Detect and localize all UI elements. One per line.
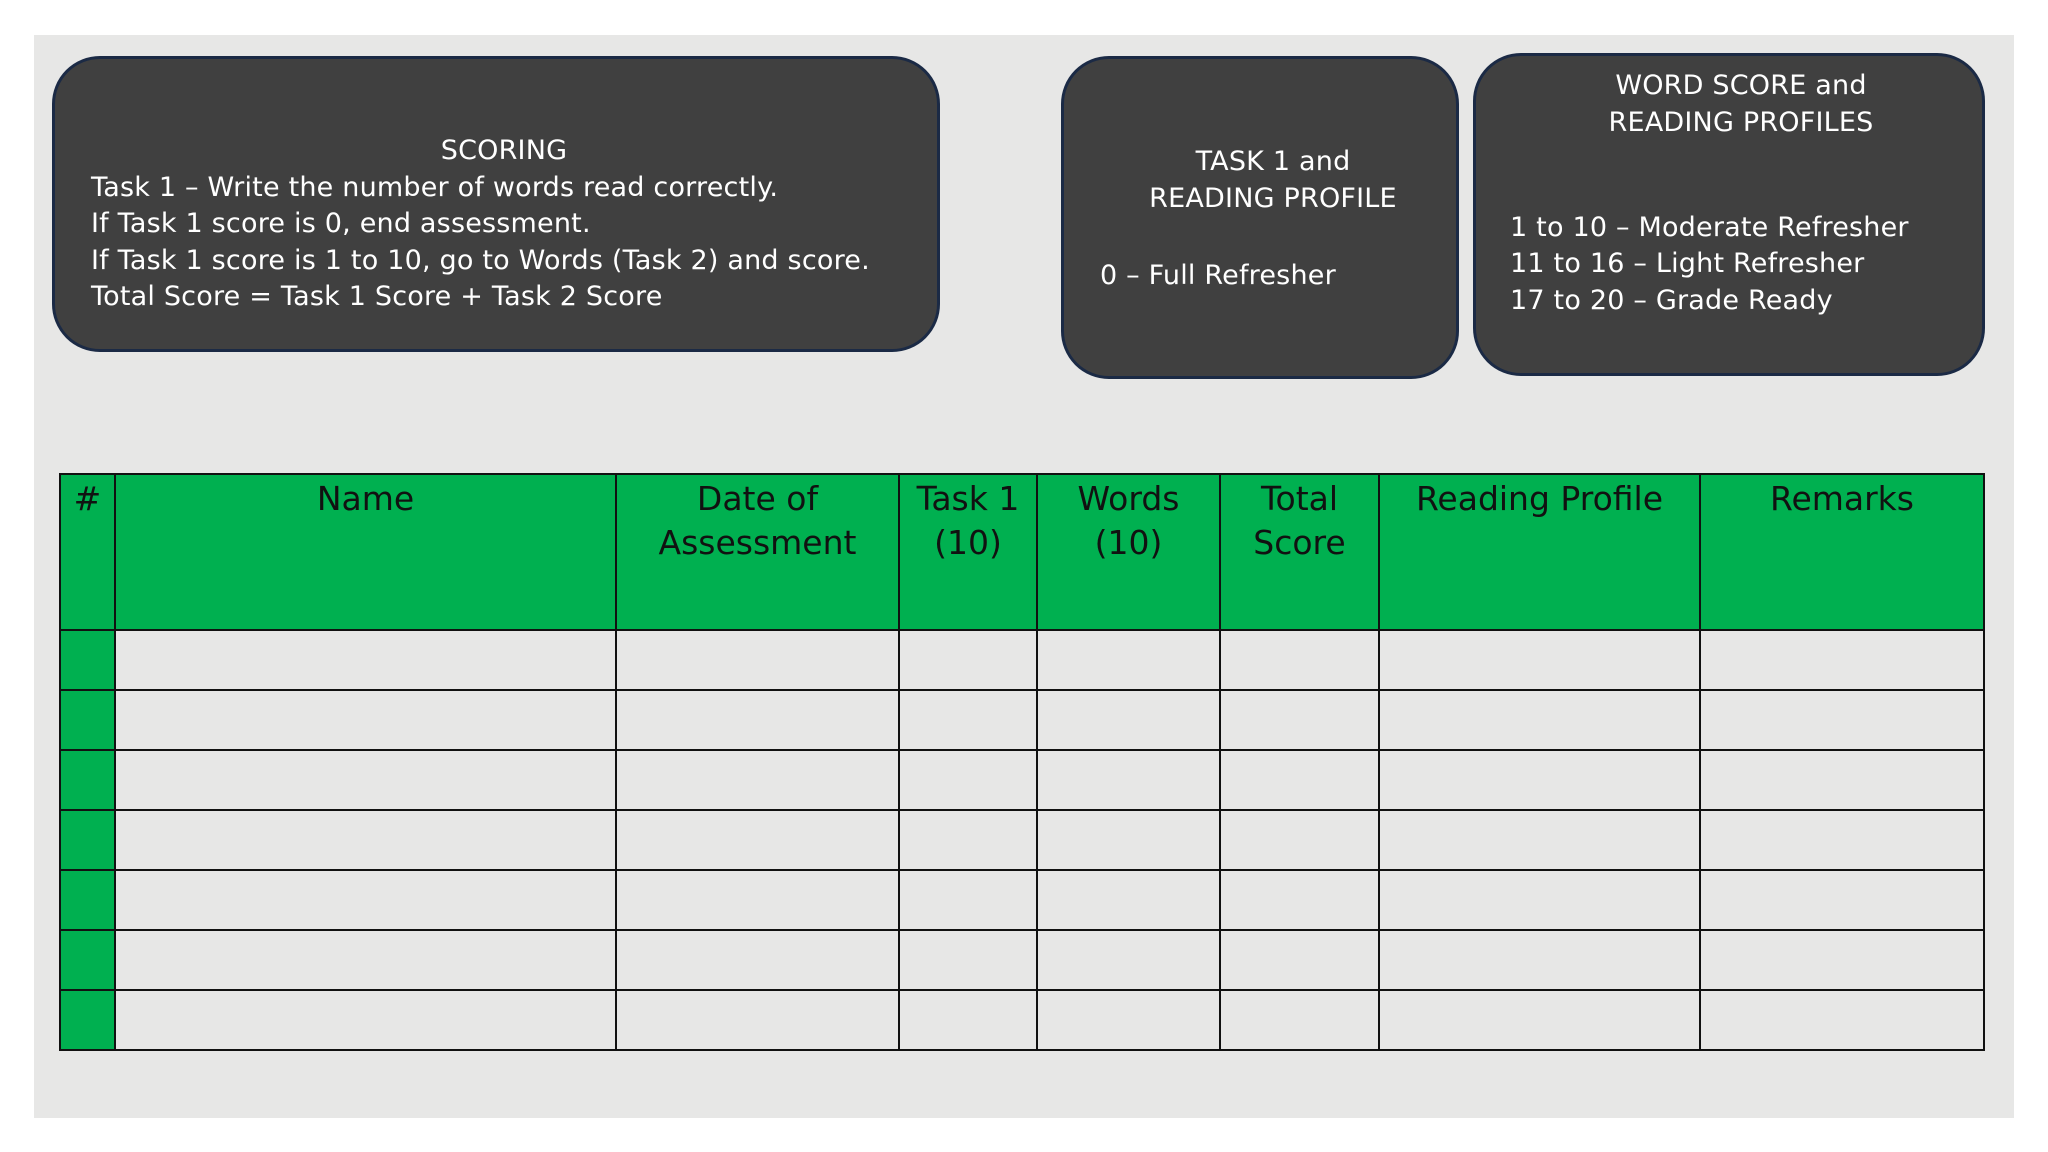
table-cell[interactable]: [616, 930, 899, 990]
table-cell[interactable]: [1220, 930, 1379, 990]
word-profile-item: 11 to 16 – Light Refresher: [1510, 248, 1865, 279]
table-cell[interactable]: [899, 750, 1037, 810]
table-cell[interactable]: [1037, 990, 1220, 1050]
table-cell[interactable]: [899, 930, 1037, 990]
row-number-cell[interactable]: [60, 690, 115, 750]
column-header-remarks: Remarks: [1700, 474, 1984, 630]
table-cell[interactable]: [1379, 630, 1700, 690]
table-cell[interactable]: [115, 750, 616, 810]
table-cell[interactable]: [1037, 690, 1220, 750]
table-cell[interactable]: [1379, 750, 1700, 810]
column-header-reading-profile: Reading Profile: [1379, 474, 1700, 630]
task1-profile-item: 0 – Full Refresher: [1100, 259, 1336, 291]
word-profile-item: 1 to 10 – Moderate Refresher: [1510, 211, 1909, 243]
table-row: [60, 990, 1984, 1050]
word-profile-title: READING PROFILES: [1608, 106, 1874, 138]
table-cell[interactable]: [1220, 990, 1379, 1050]
table-cell[interactable]: [1700, 630, 1984, 690]
row-number-cell[interactable]: [60, 810, 115, 870]
table-cell[interactable]: [1700, 870, 1984, 930]
scoring-line: Total Score = Task 1 Score + Task 2 Score: [91, 281, 663, 312]
assessment-table: [59, 473, 1985, 1051]
table-cell[interactable]: [115, 870, 616, 930]
table-cell[interactable]: [115, 990, 616, 1050]
table-cell[interactable]: [1379, 690, 1700, 750]
table-cell[interactable]: [115, 690, 616, 750]
table-cell[interactable]: [1220, 750, 1379, 810]
table-cell[interactable]: [1700, 690, 1984, 750]
row-number-cell[interactable]: [60, 750, 115, 810]
word-profile-item: 17 to 20 – Grade Ready: [1510, 284, 1833, 316]
table-cell[interactable]: [1379, 810, 1700, 870]
row-number-cell[interactable]: [60, 930, 115, 990]
column-header-task1: Task 1 (10): [899, 474, 1037, 630]
scoring-box: [52, 56, 940, 352]
table-cell[interactable]: [899, 990, 1037, 1050]
table-body: [60, 630, 1984, 1050]
table-row: [60, 870, 1984, 930]
table-cell[interactable]: [1220, 690, 1379, 750]
task1-profile-title: READING PROFILE: [1149, 182, 1397, 214]
table-row: [60, 930, 1984, 990]
table-row: [60, 810, 1984, 870]
table-cell[interactable]: [1220, 870, 1379, 930]
task1-profile-title: TASK 1 and: [1195, 146, 1351, 177]
table-cell[interactable]: [1700, 930, 1984, 990]
table-cell[interactable]: [616, 630, 899, 690]
table-cell[interactable]: [1700, 990, 1984, 1050]
table-cell[interactable]: [1037, 870, 1220, 930]
table-cell[interactable]: [1037, 930, 1220, 990]
table-row: [60, 750, 1984, 810]
table-cell[interactable]: [616, 810, 899, 870]
table-cell[interactable]: [1379, 990, 1700, 1050]
table-cell[interactable]: [1037, 630, 1220, 690]
slide-background: [34, 35, 2014, 1118]
column-header-words: Words (10): [1037, 474, 1220, 630]
table-cell[interactable]: [1379, 930, 1700, 990]
table-cell[interactable]: [1220, 630, 1379, 690]
scoring-line: Task 1 – Write the number of words read correctly.: [91, 171, 779, 203]
table-cell[interactable]: [616, 750, 899, 810]
table-cell[interactable]: [1220, 810, 1379, 870]
table-cell[interactable]: [115, 630, 616, 690]
table-row: [60, 630, 1984, 690]
table-cell[interactable]: [616, 690, 899, 750]
row-number-cell[interactable]: [60, 630, 115, 690]
column-header-name: Name: [115, 474, 616, 630]
row-number-cell[interactable]: [60, 990, 115, 1050]
table-cell[interactable]: [616, 870, 899, 930]
table-cell[interactable]: [1037, 750, 1220, 810]
table-cell[interactable]: [899, 810, 1037, 870]
task1-profile-box: [1061, 56, 1459, 379]
table-cell[interactable]: [115, 930, 616, 990]
column-header-total-score: Total Score: [1220, 474, 1379, 630]
column-header-date: Date of Assessment: [616, 474, 899, 630]
table-cell[interactable]: [616, 990, 899, 1050]
table-cell[interactable]: [1700, 810, 1984, 870]
table-row: [60, 690, 1984, 750]
table-cell[interactable]: [1379, 870, 1700, 930]
word-profile-box: [1473, 53, 1985, 376]
column-header-number: #: [60, 474, 115, 630]
table-cell[interactable]: [115, 810, 616, 870]
table-cell[interactable]: [899, 630, 1037, 690]
row-number-cell[interactable]: [60, 870, 115, 930]
table-cell[interactable]: [1700, 750, 1984, 810]
scoring-line: If Task 1 score is 1 to 10, go to Words (Task 2) and score.: [91, 244, 870, 276]
table-header-row: [60, 474, 1984, 630]
scoring-title: SCORING: [440, 135, 568, 166]
table-cell[interactable]: [899, 870, 1037, 930]
word-profile-title: WORD SCORE and: [1615, 70, 1867, 101]
table-cell[interactable]: [1037, 810, 1220, 870]
scoring-line: If Task 1 score is 0, end assessment.: [91, 208, 591, 239]
table-cell[interactable]: [899, 690, 1037, 750]
